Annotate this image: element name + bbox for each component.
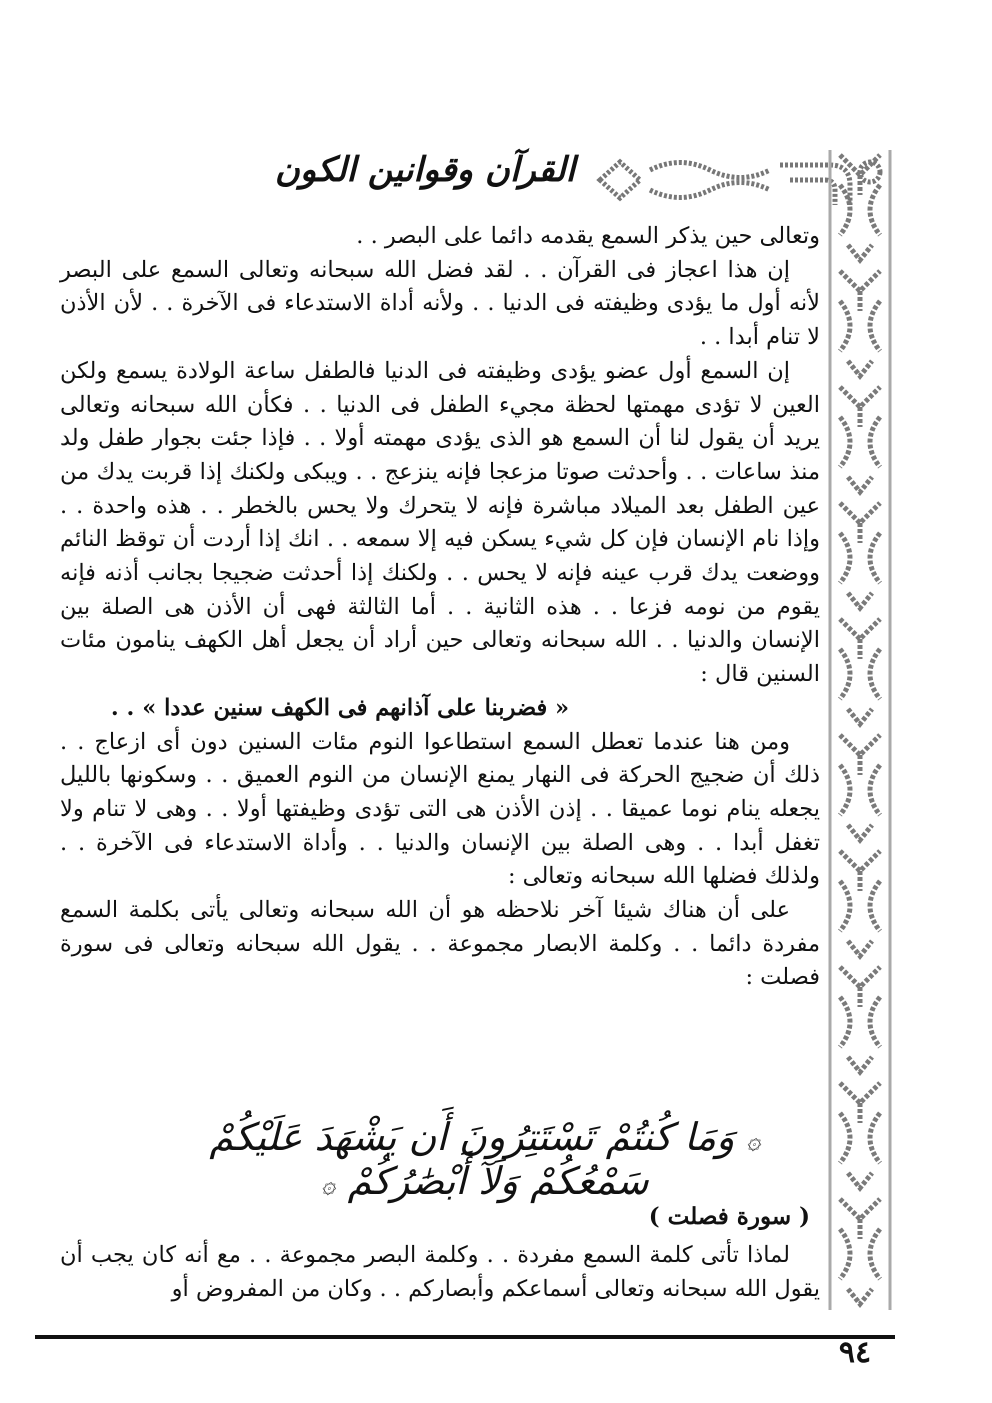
verse-text: وَمَا كُنتُمْ تَسْتَتِرُونَ أَن يَشْهَدَ عَلَيْكُمْ سَمْعُكُمْ وَلَآ أَبْصَٰرُكُمْ — [209, 1115, 735, 1203]
verse-source: ( سورة فصلت ) — [648, 1203, 810, 1230]
paragraph: على أن هناك شيئا آخر نلاحظه هو أن الله سبحانه وتعالى يأتى بكلمة السمع مفردة دائما . . وكلمة الابصار مجموعة . . يقول الله سبحانه وتعالى فى سورة فصلت : — [60, 897, 820, 991]
quran-quote: « فضربنا على آذانهم فى الكهف سنين عددا » . . — [110, 694, 570, 721]
footer-rule — [35, 1335, 895, 1339]
quran-verse — [160, 1115, 810, 1203]
running-title: القرآن وقوانين الكون — [274, 150, 576, 190]
paragraph: ومن هنا عندما تعطل السمع استطاعوا النوم مئات السنين دون أى ازعاج . . ذلك أن ضجيج الحركة فى النهار يمنع الإنسان من النوم العميق . . وسكونها بالليل يجعله ينام نوما عميقا . . إذن الأذن هى التى تؤدى وظيفتها أولا . . وهى لا تنام ولا تغفل أبدا . . وهى الصلة بين الإنسان والدنيا . . وأداة الاستدعاء فى الآخرة . . ولذلك فضلها الله سبحانه وتعالى : — [60, 728, 820, 890]
paragraph: إن هذا اعجاز فى القرآن . . لقد فضل الله سبحانه وتعالى السمع على البصر لأنه أول ما يؤدى وظيفته فى الدنيا . . ولأنه أداة الاستدعاء فى الآخرة . . لأن الأذن لا تنام أبدا . . — [60, 256, 820, 351]
tail-text — [60, 1238, 820, 1306]
body-text — [60, 220, 820, 995]
paragraph: وتعالى حين يذكر السمع يقدمه دائما على البصر . . — [356, 223, 820, 249]
side-border-ornament-icon — [820, 150, 900, 1310]
page-number: ٩٤ — [838, 1335, 872, 1370]
paragraph: إن السمع أول عضو يؤدى وظيفته فى الدنيا فالطفل ساعة الولادة يسمع ولكن العين لا تؤدى مهمتها لحظة مجيء الطفل فى الدنيا . . فكأن الله سبحانه وتعالى يريد أن يقول لنا أن السمع هو الذى يؤدى مهمته أولا . . فإذا جئت بجوار طفل ولد منذ ساعات . . وأحدثت صوتا مزعجا فإنه ينزعج . . ويبكى ولكنك إذا قربت يدك من عين الطفل بعد الميلاد مباشرة فإنه لا يتحرك ولا يحس بالخطر . . هذه واحدة . . وإذا نام الإنسان فإن كل شيء يسكن فيه إلا سمعه . . انك إذا أردت أن توقظ النائم ووضعت يدك قرب عينه فإنه لا يحس . . ولكنك إذا أحدثت ضجيجا بجانب أذنه فإنه يقوم من نومه فزعا . . هذه الثانية . . أما الثالثة فهى أن الأذن هى الصلة بين الإنسان والدنيا . . الله سبحانه وتعالى حين أراد أن يجعل أهل الكهف ينامون مئات السنين قال : — [60, 357, 820, 688]
verse-close-mark-icon: ۞ — [321, 1170, 336, 1199]
paragraph: لماذا تأتى كلمة السمع مفردة . . وكلمة البصر مجموعة . . مع أنه كان يجب أن يقول الله سبحانه وتعالى أسماعكم وأبصاركم . . وكان من المفروض أو — [60, 1242, 820, 1302]
verse-open-mark-icon: ۞ — [746, 1126, 761, 1155]
